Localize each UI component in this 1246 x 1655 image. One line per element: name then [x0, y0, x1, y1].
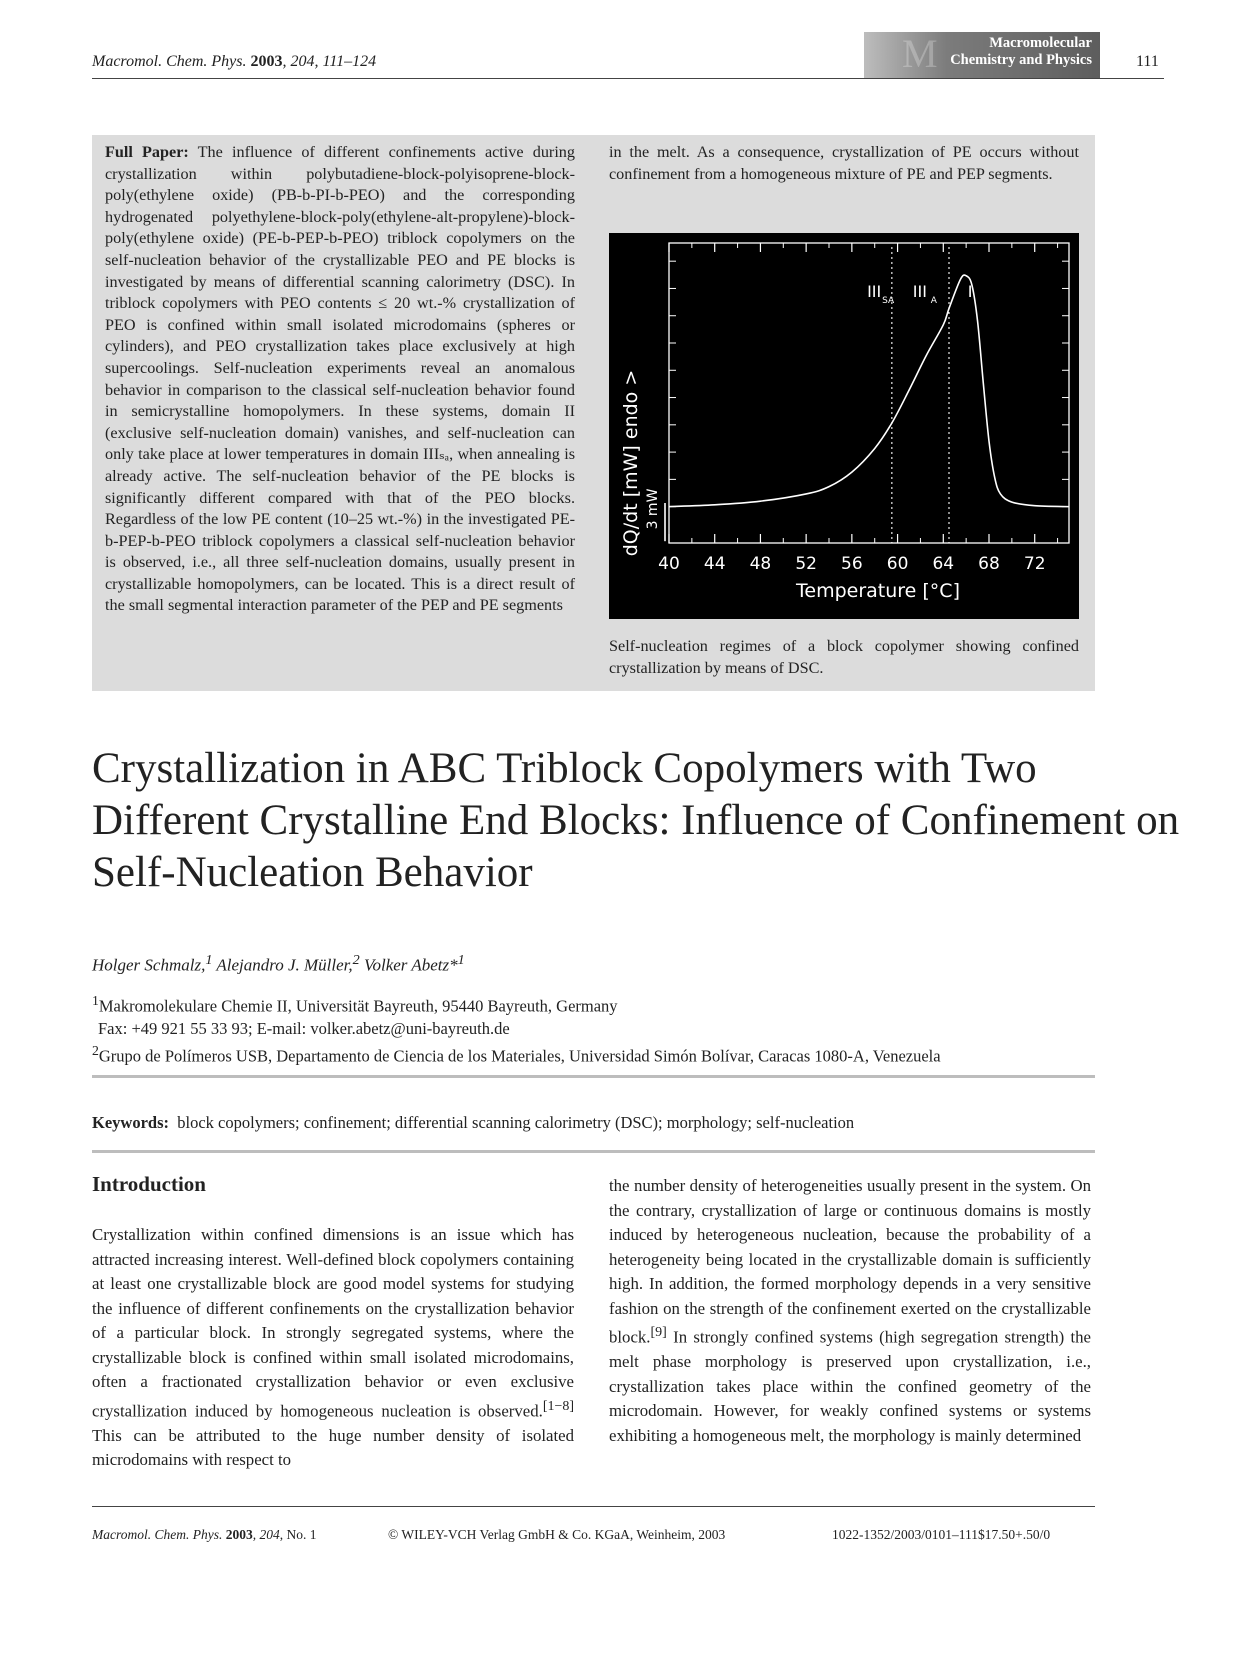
dsc-curve [669, 275, 1069, 507]
paper-title: Crystallization in ABC Triblock Copolymers with Two Different Crystalline End Blocks: Influence of Confinement on Self-Nucleation Behavior [92, 745, 1180, 896]
author-list: Holger Schmalz,$^1$ Alejandro J. Müller,$^2$ Volker Abetz*$^1$ [92, 952, 465, 975]
running-header: Macromol. Chem. Phys. 2003, 204, 111–124 [92, 53, 377, 70]
dsc-chart [609, 233, 1079, 619]
affiliations [92, 990, 1192, 1067]
intro-column-right: the number density of heterogeneities usually present in the system. On the contrary, crystallization of large or continuous domains is mostly induced by heterogeneous nucleation, because the probability of a heterogeneity being located in the crystallizable domain is sufficiently high. In addition, the formed morphology depends in a very sensitive fashion on the strength of the confinement exerted on the crystallizable block.[9] In strongly confined systems (high segregation strength) the melt phase morphology is preserved upon crystallization, i.e., crystallization takes place within the confined geometry of the microdomain. However, for weakly confined systems or systems exhibiting a homogeneous melt, the morphology is mainly determined [609, 1176, 1091, 1445]
header-rule [92, 78, 1164, 79]
abstract-text-left [105, 142, 575, 617]
x-tick-label: 44 [703, 554, 726, 574]
journal-volume: 204 [290, 53, 315, 70]
page-number: 111 [1136, 53, 1159, 70]
journal-brand-logo: M Macromolecular Chemistry and Physics [864, 32, 1100, 78]
region-subscript: SA [882, 296, 895, 306]
affiliation-1: $^1$Makromolekulare Chemie II, Universität Bayreuth, 95440 Bayreuth, Germany [92, 993, 618, 1016]
author-1: Holger Schmalz, [92, 955, 206, 975]
x-tick-label: 60 [886, 554, 909, 574]
x-tick-label: 72 [1023, 554, 1046, 574]
journal-year: 2003 [250, 53, 283, 70]
x-tick-label: 56 [841, 554, 863, 574]
journal-name: Macromol. Chem. Phys. [92, 53, 247, 70]
x-tick-label: 52 [795, 554, 817, 574]
x-tick-label: 40 [658, 554, 680, 574]
footer-copyright: © WILEY-VCH Verlag GmbH & Co. KGaA, Weinheim, 2003 [388, 1527, 726, 1542]
footer-rule [92, 1506, 1095, 1507]
brand-line-1: Macromolecular [989, 35, 1092, 51]
x-axis-label: Temperature [°C] [796, 580, 960, 602]
x-tick-label: 64 [932, 554, 955, 574]
section-heading: Introduction [92, 1172, 206, 1196]
region-label: I [967, 282, 973, 301]
journal-pages: , 111–124 [314, 53, 377, 70]
author-3: Volker Abetz* [363, 955, 458, 975]
intro-column-left: Crystallization within confined dimensions is an issue which has attracted increasing interest. Well-defined block copolymers containing at least one crystallizable block are good model systems for studying the influence of different confinements on the crystallization behavior of a particular block. In strongly segregated systems, where the crystallizable block is confined within small isolated microdomains, often a fractionated crystallization behavior or even exclusive crystallization induced by homogeneous nucleation is observed.[1−8] This can be attributed to the huge number density of isolated microdomains with respect to [92, 1225, 574, 1470]
abstract-label: Full Paper: [105, 143, 189, 161]
region-label: III [912, 282, 927, 301]
abstract-body: The influence of different confinements active during crystallization within polybutadiene-block-polyisoprene-block-poly(ethylene oxide) (PB-b-PI-b-PEO) and the corresponding hydrogenated polyethylene-block-poly(ethylene-alt-propylene)-block-poly(ethylene oxide) (PE-b-PEP-b-PEO) triblock copolymers on the self-nucleation behavior of the crystallizable PEO and PE blocks is investigated by means of differential scanning calorimetry (DSC). In triblock copolymers with PEO contents ≤ 20 wt.-% crystallization of PEO is confined within small isolated microdomains (spheres or cylinders), and PEO crystallization takes place exclusively at high supercoolings. Self-nucleation experiments reveal an anomalous behavior in comparison to the classical self-nucleation behavior found in semicrystalline homopolymers. In these systems, domain II (exclusive self-nucleation domain) vanishes, and self-nucleation can only take place at lower temperatures in domain IIIₛₐ, when annealing is already active. The self-nucleation behavior of the PE blocks is significantly different compared with that of the PEO blocks. Regardless of the low PE content (10–25 wt.-%) in the investigated PE-b-PEP-b-PEO triblock copolymers a classical self-nucleation behavior is observed, i.e., all three self-nucleation domains, usually present in crystallizable homopolymers, can be located. This is a direct result of the small segmental interaction parameter of the PEP and PE segments [105, 143, 575, 615]
keywords [92, 1113, 854, 1133]
figure-caption: Self-nucleation regimes of a block copolymer showing confined crystallization by means of DSC. [609, 637, 1079, 677]
dsc-chart-svg [609, 233, 1079, 619]
x-tick-label: 48 [749, 554, 772, 574]
contact-info: Fax: +49 921 55 33 93; E-mail: volker.abetz@uni-bayreuth.de [98, 1018, 510, 1038]
y-axis-label: dQ/dt [mW] endo > [620, 369, 642, 557]
region-subscript: A [930, 296, 937, 306]
abstract-text-right: in the melt. As a consequence, crystallization of PE occurs without confinement from a homogeneous mixture of PE and PEP segments. [609, 143, 1079, 183]
citation: [9] [650, 1325, 667, 1340]
footer-code: 1022-1352/2003/0101–111$17.50+.50/0 [832, 1527, 1051, 1542]
x-tick-label: 68 [978, 554, 1000, 574]
divider-bottom [92, 1150, 1095, 1153]
region-label: III [867, 282, 882, 301]
footer-journal: Macromol. Chem. Phys. 2003, 204, No. 1 [92, 1527, 317, 1542]
keywords-text: block copolymers; confinement; differential scanning calorimetry (DSC); morphology; self-nucleation [177, 1113, 855, 1132]
brand-line-2: Chemistry and Physics [950, 52, 1092, 68]
keywords-label: Keywords: [92, 1113, 169, 1132]
divider-top [92, 1075, 1095, 1078]
citation: [1−8] [542, 1398, 574, 1414]
author-2: Alejandro J. Müller, [216, 955, 353, 975]
affiliation-2: $^2$Grupo de Polímeros USB, Departamento de Ciencia de los Materiales, Universidad Simón Bolívar, Caracas 1080-A, Venezuela [92, 1042, 941, 1065]
scale-bar-label: 3 mW [645, 488, 661, 530]
